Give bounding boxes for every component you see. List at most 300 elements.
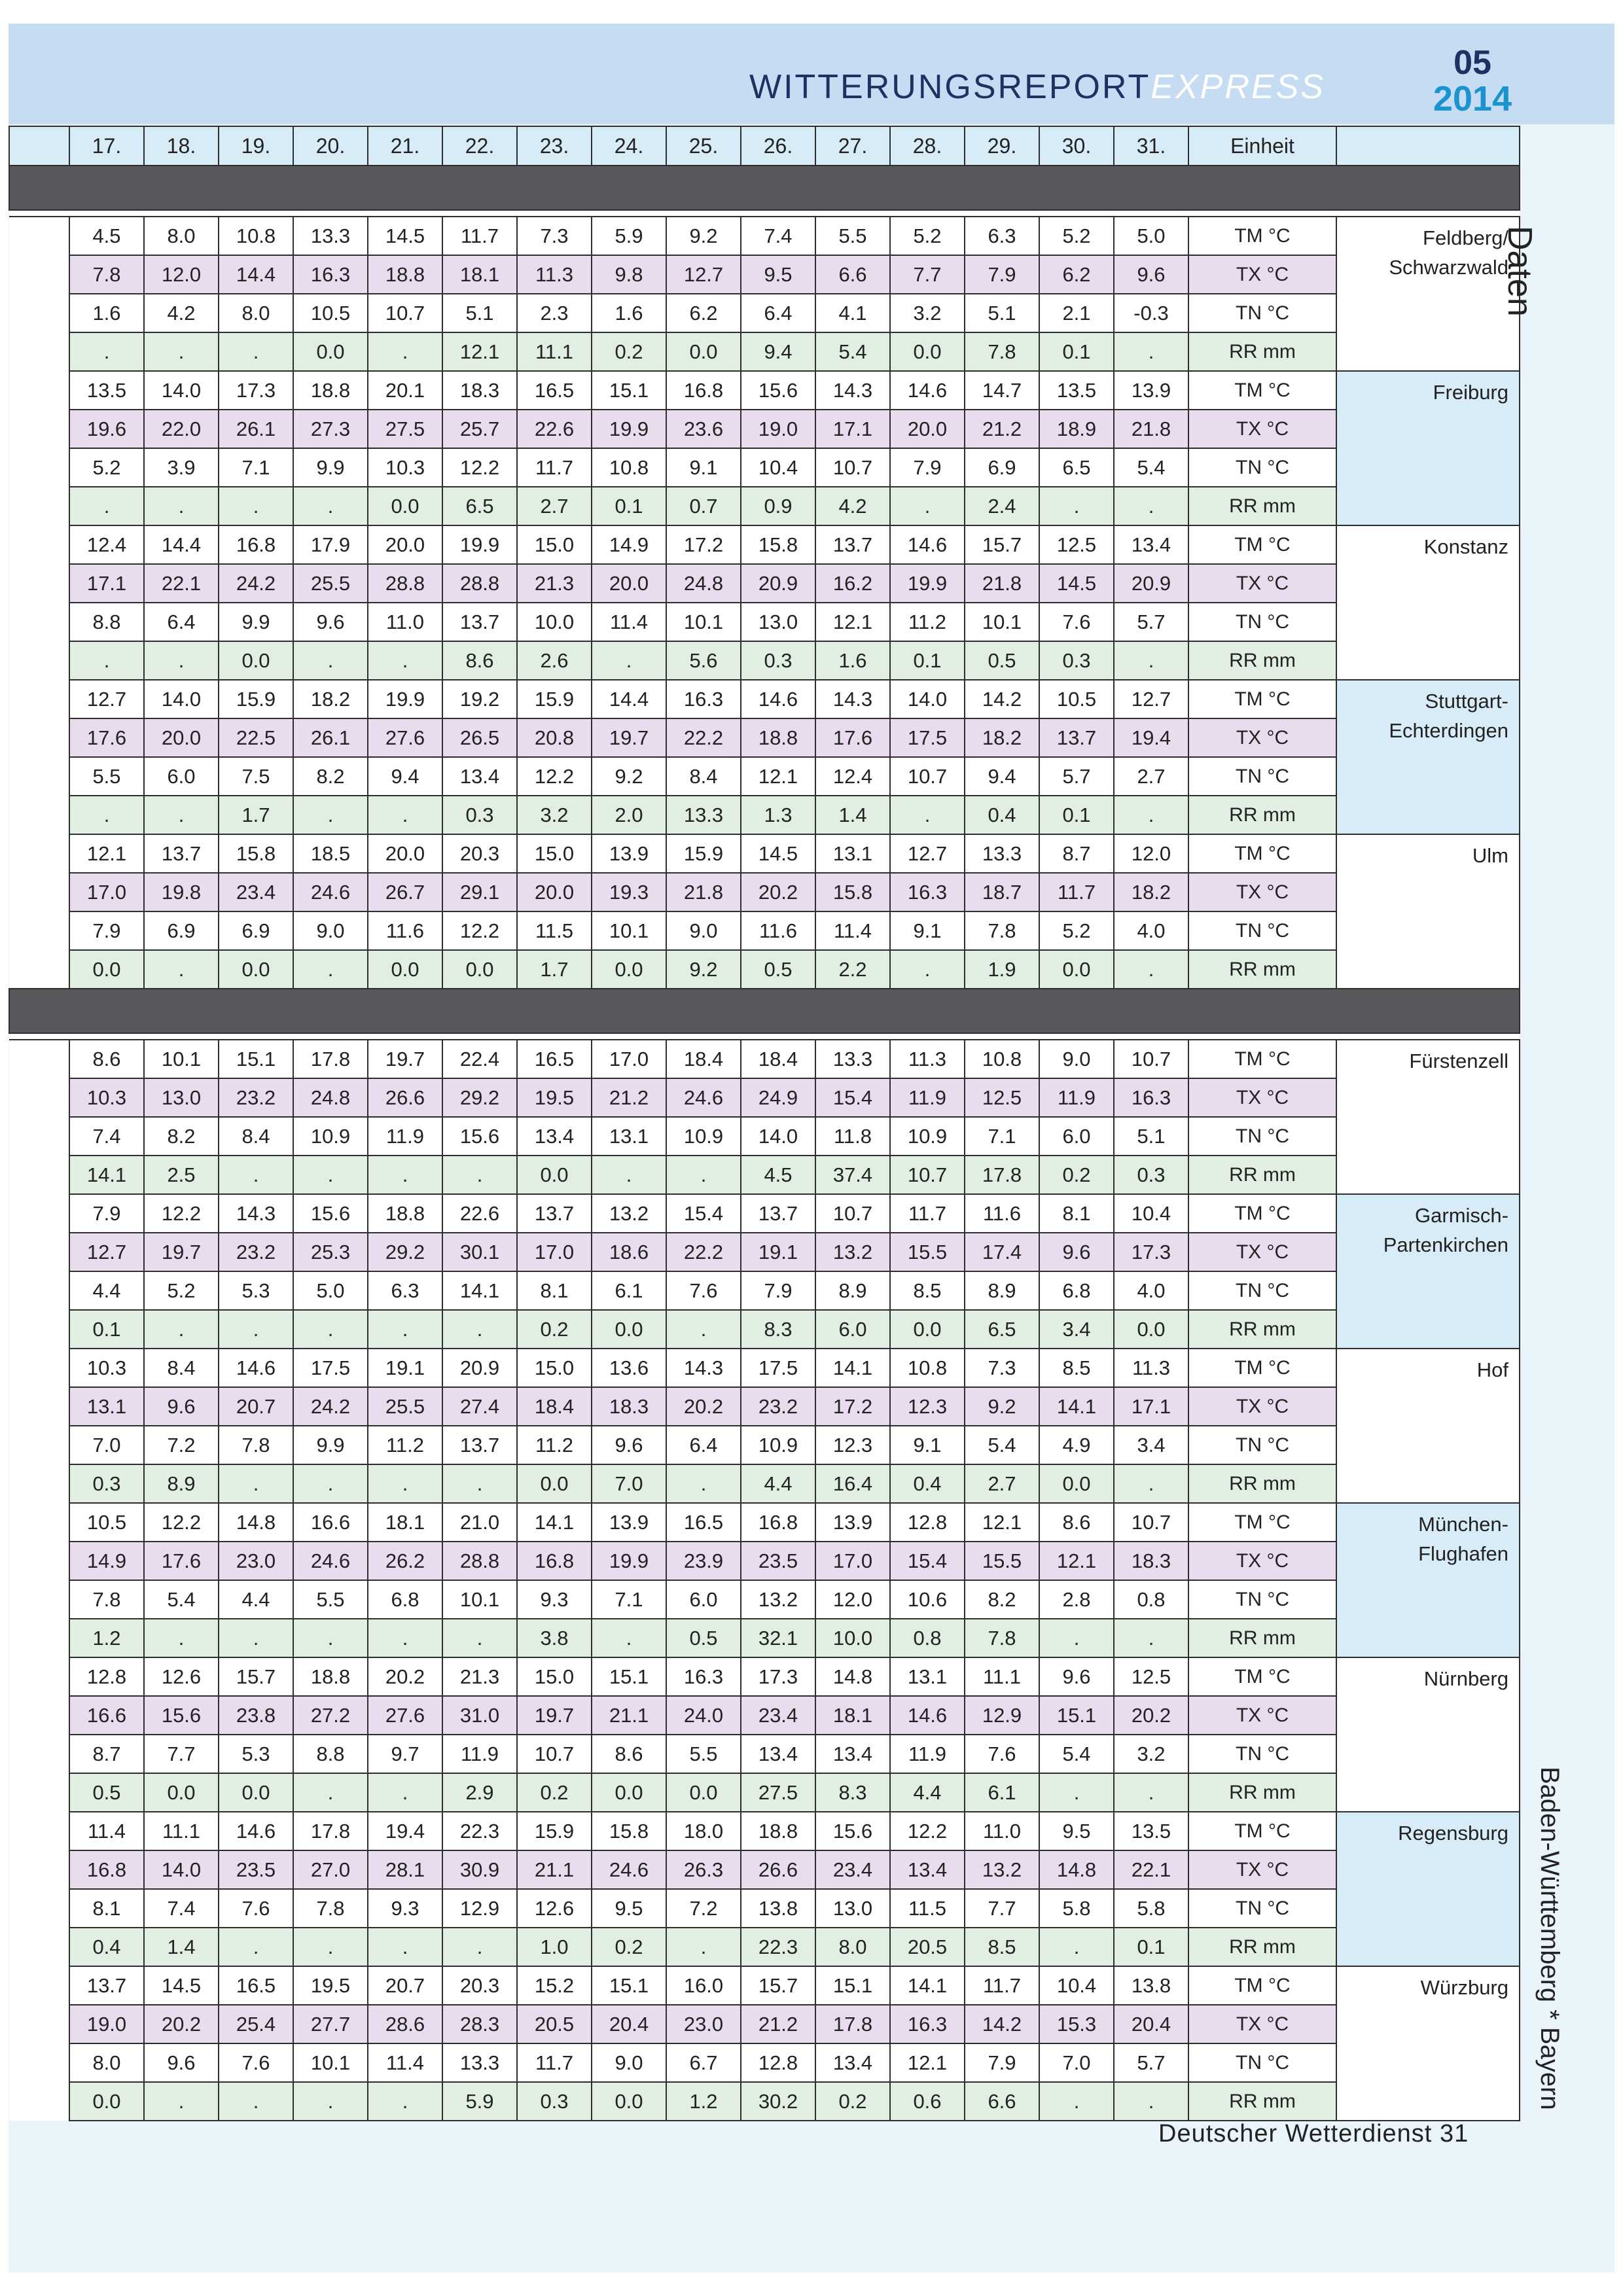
value-cell: . (293, 796, 368, 834)
section-gap-cell (9, 1033, 1520, 1040)
value-cell: 14.3 (815, 371, 890, 410)
value-cell: 9.5 (741, 255, 815, 294)
value-cell: 27.4 (442, 1387, 517, 1426)
value-cell: . (890, 487, 965, 525)
value-cell: 15.2 (517, 1966, 592, 2005)
value-cell: 14.7 (965, 371, 1039, 410)
unit-cell: TN °C (1188, 1580, 1336, 1619)
table-row (9, 680, 1520, 718)
value-cell: 21.0 (442, 1503, 517, 1542)
value-cell: 0.3 (741, 641, 815, 680)
value-cell: 12.3 (890, 1387, 965, 1426)
value-cell: 0.0 (890, 332, 965, 371)
value-cell: 12.7 (890, 834, 965, 873)
value-cell: 18.8 (368, 255, 442, 294)
value-cell: 15.1 (592, 1657, 666, 1696)
value-cell: 14.8 (1039, 1850, 1114, 1889)
unit-cell: RR mm (1188, 1773, 1336, 1812)
table-row (9, 1928, 1520, 1966)
row-lead-cell (9, 1542, 69, 1580)
value-cell: 7.8 (69, 255, 144, 294)
unit-cell: RR mm (1188, 487, 1336, 525)
table-row (9, 1580, 1520, 1619)
value-cell: 11.7 (965, 1966, 1039, 2005)
value-cell: 0.3 (517, 2082, 592, 2121)
value-cell: 17.6 (815, 718, 890, 757)
value-cell: 13.2 (815, 1233, 890, 1271)
value-cell: 13.7 (741, 1194, 815, 1233)
row-lead-cell (9, 371, 69, 410)
value-cell: 21.2 (965, 410, 1039, 448)
value-cell: 14.6 (890, 371, 965, 410)
unit-cell: TX °C (1188, 1387, 1336, 1426)
value-cell: 10.7 (890, 757, 965, 796)
value-cell: 9.9 (219, 603, 293, 641)
value-cell: . (293, 1464, 368, 1503)
value-cell: 18.8 (368, 1194, 442, 1233)
value-cell: 1.3 (741, 796, 815, 834)
value-cell: 24.0 (666, 1696, 741, 1735)
table-row (9, 1194, 1520, 1233)
value-cell: 10.1 (442, 1580, 517, 1619)
value-cell: 2.7 (965, 1464, 1039, 1503)
row-lead-cell (9, 641, 69, 680)
row-lead-cell (9, 1812, 69, 1850)
value-cell: 28.8 (442, 1542, 517, 1580)
value-cell: 15.9 (517, 680, 592, 718)
value-cell: 12.1 (442, 332, 517, 371)
value-cell: 12.0 (1114, 834, 1188, 873)
value-cell: 17.5 (741, 1349, 815, 1387)
value-cell: 28.3 (442, 2005, 517, 2043)
value-cell: 13.3 (442, 2043, 517, 2082)
value-cell: 12.4 (815, 757, 890, 796)
day-header-cell: 25. (666, 126, 741, 166)
weather-data-table (9, 126, 1520, 2121)
value-cell: 14.1 (1039, 1387, 1114, 1426)
value-cell: 19.7 (368, 1040, 442, 1078)
row-lead-cell (9, 603, 69, 641)
table-row (9, 1078, 1520, 1117)
value-cell: 20.1 (368, 371, 442, 410)
value-cell: 20.8 (517, 718, 592, 757)
page-number: 31 (1439, 2120, 1469, 2147)
value-cell: 13.5 (69, 371, 144, 410)
value-cell: 7.4 (69, 1117, 144, 1156)
value-cell: 0.0 (144, 1773, 219, 1812)
value-cell: 10.5 (1039, 680, 1114, 718)
value-cell: 13.7 (442, 603, 517, 641)
value-cell: 21.3 (517, 564, 592, 603)
value-cell: 4.4 (890, 1773, 965, 1812)
value-cell: . (293, 950, 368, 989)
value-cell: 16.4 (815, 1464, 890, 1503)
unit-cell: RR mm (1188, 641, 1336, 680)
day-header-cell: 24. (592, 126, 666, 166)
value-cell: 0.2 (517, 1310, 592, 1349)
value-cell: 1.9 (965, 950, 1039, 989)
value-cell: 7.7 (890, 255, 965, 294)
value-cell: 22.0 (144, 410, 219, 448)
value-cell: 26.5 (442, 718, 517, 757)
value-cell: . (69, 332, 144, 371)
value-cell: 20.0 (368, 525, 442, 564)
value-cell: 16.3 (666, 1657, 741, 1696)
value-cell: . (1114, 1773, 1188, 1812)
value-cell: 9.0 (666, 911, 741, 950)
value-cell: . (144, 2082, 219, 2121)
section-gap-cell (9, 210, 1520, 217)
value-cell: 24.8 (293, 1078, 368, 1117)
value-cell: 18.1 (442, 255, 517, 294)
value-cell: 24.9 (741, 1078, 815, 1117)
value-cell: . (368, 1928, 442, 1966)
value-cell: 19.8 (144, 873, 219, 911)
unit-cell: TN °C (1188, 1735, 1336, 1773)
value-cell: 8.4 (666, 757, 741, 796)
value-cell: 17.0 (517, 1233, 592, 1271)
value-cell: . (293, 1310, 368, 1349)
value-cell: 7.0 (592, 1464, 666, 1503)
value-cell: 22.2 (666, 1233, 741, 1271)
value-cell: . (1114, 1619, 1188, 1657)
value-cell: 0.4 (69, 1928, 144, 1966)
value-cell: 26.1 (293, 718, 368, 757)
row-lead-cell (9, 1619, 69, 1657)
value-cell: . (666, 1156, 741, 1194)
value-cell: 1.7 (219, 796, 293, 834)
value-cell: 30.2 (741, 2082, 815, 2121)
value-cell: 5.7 (1039, 757, 1114, 796)
value-cell: 0.5 (965, 641, 1039, 680)
value-cell: 26.3 (666, 1850, 741, 1889)
value-cell: 5.1 (1114, 1117, 1188, 1156)
section-bar (9, 989, 1520, 1033)
value-cell: 8.6 (442, 641, 517, 680)
value-cell: 4.1 (815, 294, 890, 332)
table-row (9, 525, 1520, 564)
value-cell: 20.3 (442, 834, 517, 873)
value-cell: 9.2 (666, 217, 741, 255)
value-cell: 11.4 (815, 911, 890, 950)
value-cell: 14.6 (890, 525, 965, 564)
station-name: Feldberg/ Schwarzwald (1336, 217, 1520, 371)
value-cell: 13.1 (815, 834, 890, 873)
value-cell: 26.1 (219, 410, 293, 448)
value-cell: 11.7 (890, 1194, 965, 1233)
table-body (9, 126, 1520, 2121)
station-name: Stuttgart-Echterdingen (1336, 680, 1520, 834)
value-cell: 8.4 (144, 1349, 219, 1387)
value-cell: 7.6 (219, 1889, 293, 1928)
unit-cell: TM °C (1188, 525, 1336, 564)
value-cell: 9.0 (293, 911, 368, 950)
value-cell: 7.7 (144, 1735, 219, 1773)
report-title-main: WITTERUNGSREPORT (749, 68, 1151, 106)
table-row (9, 332, 1520, 371)
value-cell: 14.1 (890, 1966, 965, 2005)
value-cell: 18.3 (1114, 1542, 1188, 1580)
value-cell: 8.1 (69, 1889, 144, 1928)
value-cell: 5.3 (219, 1271, 293, 1310)
value-cell: 0.5 (741, 950, 815, 989)
value-cell: 15.9 (219, 680, 293, 718)
value-cell: 0.2 (1039, 1156, 1114, 1194)
day-header-cell: 31. (1114, 126, 1188, 166)
value-cell: 20.9 (741, 564, 815, 603)
value-cell: 13.5 (1114, 1812, 1188, 1850)
value-cell: 0.1 (1039, 332, 1114, 371)
value-cell: 10.3 (69, 1349, 144, 1387)
value-cell: 3.9 (144, 448, 219, 487)
value-cell: 1.6 (69, 294, 144, 332)
value-cell: 11.1 (517, 332, 592, 371)
value-cell: . (219, 1928, 293, 1966)
value-cell: 12.2 (144, 1503, 219, 1542)
unit-cell: TX °C (1188, 1078, 1336, 1117)
value-cell: . (144, 641, 219, 680)
value-cell: 12.1 (741, 757, 815, 796)
value-cell: 19.3 (592, 873, 666, 911)
value-cell: 23.4 (741, 1696, 815, 1735)
value-cell: 17.9 (293, 525, 368, 564)
value-cell: 7.2 (666, 1889, 741, 1928)
value-cell: 9.9 (293, 448, 368, 487)
row-lead-cell (9, 680, 69, 718)
value-cell: 11.3 (517, 255, 592, 294)
value-cell: 18.2 (293, 680, 368, 718)
value-cell: 0.0 (293, 332, 368, 371)
day-header-cell: 19. (219, 126, 293, 166)
value-cell: 13.5 (1039, 371, 1114, 410)
value-cell: 8.1 (1039, 1194, 1114, 1233)
value-cell: 8.9 (144, 1464, 219, 1503)
value-cell: 31.0 (442, 1696, 517, 1735)
value-cell: 7.6 (666, 1271, 741, 1310)
table-row (9, 834, 1520, 873)
value-cell: 11.4 (368, 2043, 442, 2082)
value-cell: 7.1 (965, 1117, 1039, 1156)
value-cell: 2.6 (517, 641, 592, 680)
value-cell: 0.0 (592, 1773, 666, 1812)
value-cell: . (592, 1156, 666, 1194)
value-cell: 14.5 (144, 1966, 219, 2005)
value-cell: 6.2 (1039, 255, 1114, 294)
value-cell: . (368, 1464, 442, 1503)
value-cell: 4.0 (1114, 1271, 1188, 1310)
value-cell: 23.4 (815, 1850, 890, 1889)
value-cell: 2.1 (1039, 294, 1114, 332)
value-cell: 13.4 (442, 757, 517, 796)
value-cell: 0.2 (517, 1773, 592, 1812)
value-cell: 17.1 (69, 564, 144, 603)
value-cell: 0.1 (69, 1310, 144, 1349)
value-cell: 32.1 (741, 1619, 815, 1657)
row-lead-cell (9, 1773, 69, 1812)
value-cell: 8.7 (69, 1735, 144, 1773)
row-lead-cell (9, 873, 69, 911)
value-cell: 0.0 (592, 950, 666, 989)
value-cell: 13.6 (592, 1349, 666, 1387)
value-cell: 10.0 (815, 1619, 890, 1657)
value-cell: . (1114, 950, 1188, 989)
value-cell: 7.8 (965, 332, 1039, 371)
value-cell: 17.5 (293, 1349, 368, 1387)
value-cell: 20.0 (890, 410, 965, 448)
value-cell: 13.1 (69, 1387, 144, 1426)
value-cell: 18.2 (1114, 873, 1188, 911)
row-lead-cell (9, 1426, 69, 1464)
value-cell: 9.6 (144, 1387, 219, 1426)
value-cell: 11.3 (1114, 1349, 1188, 1387)
table-row (9, 1040, 1520, 1078)
row-lead-cell (9, 950, 69, 989)
station-name: Freiburg (1336, 371, 1520, 525)
value-cell: 14.1 (815, 1349, 890, 1387)
value-cell: 3.2 (890, 294, 965, 332)
value-cell: 18.1 (815, 1696, 890, 1735)
value-cell: . (69, 641, 144, 680)
value-cell: 4.4 (741, 1464, 815, 1503)
value-cell: 9.6 (592, 1426, 666, 1464)
value-cell: 14.0 (890, 680, 965, 718)
value-cell: . (1114, 487, 1188, 525)
value-cell: 2.5 (144, 1156, 219, 1194)
value-cell: 6.6 (815, 255, 890, 294)
value-cell: 12.4 (69, 525, 144, 564)
value-cell: 9.0 (1039, 1040, 1114, 1078)
value-cell: 14.5 (1039, 564, 1114, 603)
value-cell: 13.3 (815, 1040, 890, 1078)
value-cell: 8.7 (1039, 834, 1114, 873)
row-lead-cell (9, 1657, 69, 1696)
value-cell: 2.8 (1039, 1580, 1114, 1619)
value-cell: 16.2 (815, 564, 890, 603)
value-cell: 0.3 (69, 1464, 144, 1503)
section-bar (9, 166, 1520, 210)
value-cell: 17.5 (890, 718, 965, 757)
value-cell: 6.4 (741, 294, 815, 332)
value-cell: 14.1 (69, 1156, 144, 1194)
section-gap (9, 1033, 1520, 1040)
value-cell: 24.6 (293, 1542, 368, 1580)
row-lead-cell (9, 1696, 69, 1735)
value-cell: 9.8 (592, 255, 666, 294)
value-cell: . (1039, 1773, 1114, 1812)
value-cell: 16.8 (741, 1503, 815, 1542)
value-cell: 11.3 (890, 1040, 965, 1078)
value-cell: 5.8 (1039, 1889, 1114, 1928)
row-lead-cell (9, 1117, 69, 1156)
value-cell: 5.0 (293, 1271, 368, 1310)
value-cell: 27.5 (368, 410, 442, 448)
unit-cell: TN °C (1188, 1426, 1336, 1464)
value-cell: 6.0 (815, 1310, 890, 1349)
value-cell: . (1039, 2082, 1114, 2121)
value-cell: 15.4 (666, 1194, 741, 1233)
value-cell: 3.8 (517, 1619, 592, 1657)
value-cell: 12.2 (890, 1812, 965, 1850)
value-cell: 22.3 (741, 1928, 815, 1966)
value-cell: 23.2 (741, 1387, 815, 1426)
value-cell: 8.0 (144, 217, 219, 255)
value-cell: 11.9 (368, 1117, 442, 1156)
station-name: Ulm (1336, 834, 1520, 989)
value-cell: 16.3 (890, 873, 965, 911)
value-cell: 13.4 (815, 2043, 890, 2082)
row-lead-cell (9, 1310, 69, 1349)
value-cell: 10.1 (144, 1040, 219, 1078)
value-cell: 12.1 (69, 834, 144, 873)
value-cell: 11.7 (517, 2043, 592, 2082)
row-lead-cell (9, 757, 69, 796)
value-cell: 10.7 (1114, 1503, 1188, 1542)
value-cell: 10.5 (69, 1503, 144, 1542)
value-cell: 14.5 (741, 834, 815, 873)
value-cell: 12.5 (965, 1078, 1039, 1117)
value-cell: 15.6 (442, 1117, 517, 1156)
value-cell: 13.4 (741, 1735, 815, 1773)
value-cell: 7.4 (741, 217, 815, 255)
value-cell: 5.1 (442, 294, 517, 332)
value-cell: 9.2 (666, 950, 741, 989)
value-cell: 11.1 (144, 1812, 219, 1850)
value-cell: 6.0 (144, 757, 219, 796)
row-lead-cell (9, 1503, 69, 1542)
value-cell: 20.5 (517, 2005, 592, 2043)
value-cell: 12.2 (442, 448, 517, 487)
value-cell: 13.1 (592, 1117, 666, 1156)
unit-cell: TM °C (1188, 1503, 1336, 1542)
value-cell: 12.7 (666, 255, 741, 294)
day-header-cell: 28. (890, 126, 965, 166)
value-cell: 17.1 (1114, 1387, 1188, 1426)
value-cell: 29.2 (368, 1233, 442, 1271)
value-cell: 18.3 (592, 1387, 666, 1426)
value-cell: . (1114, 1464, 1188, 1503)
value-cell: 6.6 (965, 2082, 1039, 2121)
value-cell: . (442, 1619, 517, 1657)
table-row (9, 1696, 1520, 1735)
value-cell: 14.3 (666, 1349, 741, 1387)
value-cell: 4.0 (1114, 911, 1188, 950)
value-cell: 6.8 (368, 1580, 442, 1619)
value-cell: . (666, 1464, 741, 1503)
table-row (9, 1542, 1520, 1580)
value-cell: 16.5 (666, 1503, 741, 1542)
value-cell: 27.2 (293, 1696, 368, 1735)
value-cell: 19.9 (442, 525, 517, 564)
station-name: Garmisch- Partenkirchen (1336, 1194, 1520, 1349)
value-cell: 14.8 (815, 1657, 890, 1696)
value-cell: 12.1 (965, 1503, 1039, 1542)
value-cell: 11.9 (890, 1735, 965, 1773)
value-cell: 29.1 (442, 873, 517, 911)
value-cell: 8.6 (592, 1735, 666, 1773)
value-cell: 16.3 (1114, 1078, 1188, 1117)
value-cell: 9.5 (1039, 1812, 1114, 1850)
value-cell: 18.3 (442, 371, 517, 410)
value-cell: 0.5 (666, 1619, 741, 1657)
row-lead-cell (9, 410, 69, 448)
value-cell: 17.8 (293, 1812, 368, 1850)
value-cell: 7.8 (69, 1580, 144, 1619)
value-cell: 9.4 (368, 757, 442, 796)
table-row (9, 487, 1520, 525)
row-lead-cell (9, 1464, 69, 1503)
value-cell: 6.4 (666, 1426, 741, 1464)
value-cell: 1.6 (815, 641, 890, 680)
